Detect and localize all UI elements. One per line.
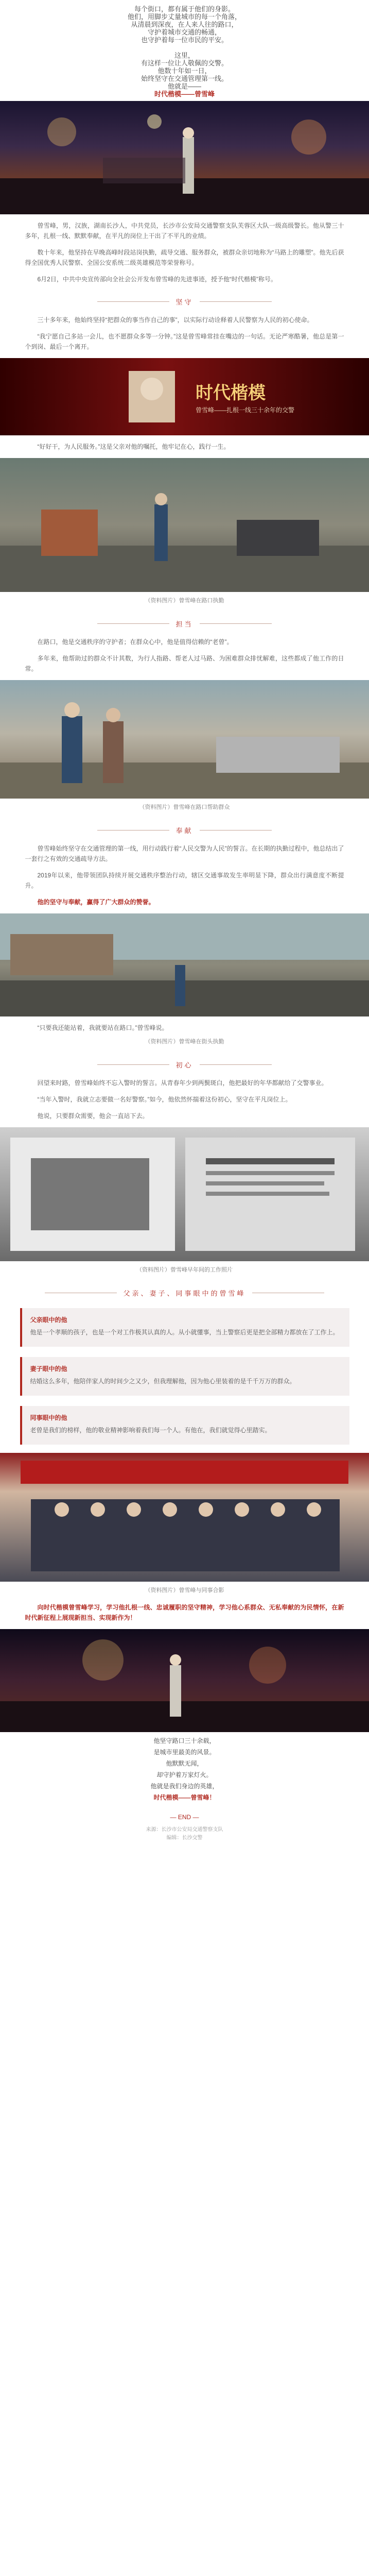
street-duty-illustration <box>0 458 369 592</box>
intro-paragraph: 数十年来，他坚持在早晚高峰时段站岗执勤，疏导交通、服务群众，被群众亲切地称为“马路上的雕塑”。他先后获得全国优秀人民警察、全国公安系统二级英雄模范等荣誉称号。 <box>25 249 344 266</box>
photo-caption: （资料图片）曾雪峰在路口执勤 <box>145 598 224 604</box>
photo-caption: （资料图片）曾雪峰在街头执勤 <box>145 1039 224 1045</box>
section-highlight: 他的坚守与奉献，赢得了广大群众的赞誉。 <box>37 899 155 906</box>
quote-card-wife: 妻子眼中的他 结婚这么多年，他陪伴家人的时间少之又少，但我理解他，因为他心里装着的是千千万万的群众。 <box>20 1357 349 1396</box>
section-paragraph: “我宁愿自己多站一会儿，也不愿群众多等一分钟。”这是曾雪峰常挂在嘴边的一句话。无论严寒酷暑，他总是第一个到岗、最后一个离开。 <box>25 333 344 350</box>
section-paragraph: 在路口，他是交通秩序的守护者；在群众心中，他是值得信赖的“老曾”。 <box>37 638 233 646</box>
section-title: 奉献 <box>0 825 369 835</box>
poem-line: 守护着城市交通的畅通， <box>147 28 221 36</box>
section-photo <box>0 458 369 592</box>
section-paragraph: 三十多年来，他始终坚持“把群众的事当作自己的事”，以实际行动诠释着人民警察为人民的初心使命。 <box>37 316 313 324</box>
hero-photo <box>0 101 369 214</box>
intersection-illustration <box>0 913 369 1016</box>
intro-paragraph: 曾雪峰，男，汉族，湖南长沙人，中共党员，长沙市公安局交通警察支队芙蓉区大队一级高级警长。他从警三十多年，扎根一线、默默奉献，在平凡的岗位上干出了不平凡的业绩。 <box>25 222 344 240</box>
section-title: 担当 <box>0 619 369 629</box>
poem-line: 是城市里最美的风景。 <box>153 1749 216 1756</box>
quote-card-father: 父亲眼中的他 他是一个孝顺的孩子，也是一个对工作极其认真的人。从小就懂事，当上警察后更是把全部精力都放在了工作上。 <box>20 1308 349 1347</box>
section-paragraph: “好好干，为人民服务。”这是父亲对他的嘱托，他牢记在心，践行一生。 <box>37 443 230 450</box>
poem-line: 每个街口，都有属于他们的身影。 <box>134 5 235 13</box>
section-paragraph: 多年来，他帮助过的群众不计其数，为行人指路、帮老人过马路、为困难群众排忧解难，这些都成了他工作的日常。 <box>25 655 344 672</box>
poem-line: 他们，用脚步丈量城市的每一个角落， <box>127 13 241 21</box>
poem-line: 也守护着每一位市民的平安。 <box>140 36 228 44</box>
section-photo <box>0 680 369 799</box>
section-photo <box>0 1127 369 1261</box>
award-banner <box>0 358 369 435</box>
section-paragraph: 回望来时路，曾雪峰始终不忘入警时的誓言。从青春年少到两鬓斑白，他把最好的年华都献给了交警事业。 <box>37 1079 328 1087</box>
final-night-illustration <box>0 1629 369 1732</box>
photo-caption: （资料图片）曾雪峰早年间的工作照片 <box>136 1267 233 1273</box>
award-subtitle: 曾雪峰——扎根一线三十余年的交警 <box>196 406 295 414</box>
photo-caption: （资料图片）曾雪峰在路口帮助群众 <box>139 804 230 810</box>
closing-paragraph: 向时代楷模曾雪峰学习，学习他扎根一线、忠诚履职的坚守精神，学习他心系群众、无私奉献的为民情怀，在新时代新征程上展现新担当、实现新作为！ <box>25 1604 344 1621</box>
poem-line: 这里， <box>174 52 195 59</box>
poem-line: 他数十年如一日， <box>157 67 212 75</box>
intro-poem <box>0 0 369 98</box>
poem-line: 有这样一位让人敬佩的交警。 <box>140 59 228 67</box>
end-divider: — END — <box>170 1814 199 1821</box>
photo-caption: （资料图片）曾雪峰与同事合影 <box>145 1587 224 1594</box>
section-paragraph: 曾雪峰始终坚守在交通管理的第一线，用行动践行着“人民交警为人民”的誓言。在长期的执勤过程中，他总结出了一套行之有效的交通疏导方法。 <box>25 845 344 862</box>
poem-line: 他就是—— <box>167 82 201 90</box>
section-title: 坚守 <box>0 297 369 307</box>
poem-line: 时代楷模——曾雪峰！ <box>153 1794 216 1801</box>
section-title: 初心 <box>0 1060 369 1070</box>
section-photo <box>0 913 369 1016</box>
closing-poem <box>0 1735 369 1803</box>
poem-line: 从清晨到深夜，在人来人往的路口， <box>131 21 238 28</box>
award-title: 时代楷模 <box>196 383 266 403</box>
quote-card-colleague: 同事眼中的他 老曾是我们的榜样，他的敬业精神影响着我们每一个人。有他在，我们就觉得心里踏实。 <box>20 1406 349 1445</box>
final-photo <box>0 1629 369 1732</box>
source-info: 来源：长沙市公安局交通警察支队 编辑：长沙交警 <box>146 1827 223 1841</box>
section-paragraph: “只要我还能站着，我就要站在路口。”曾雪峰说。 <box>37 1024 168 1031</box>
section-paragraph: “当年入警时，我就立志要做一名好警察。”如今，他依然怀揣着这份初心，坚守在平凡岗位上。 <box>37 1096 292 1103</box>
old-newspaper-illustration <box>0 1127 369 1261</box>
poem-line: 他坚守路口三十余载， <box>153 1737 216 1744</box>
poem-line: 却守护着万家灯火。 <box>156 1771 213 1778</box>
group-illustration <box>0 1453 369 1582</box>
group-photo <box>0 1453 369 1582</box>
award-illustration <box>0 358 369 435</box>
section-paragraph: 他说，只要群众需要，他会一直站下去。 <box>37 1112 149 1120</box>
poem-line: 他就是我们身边的英雄， <box>150 1783 219 1790</box>
poem-line: 他默默无闻， <box>166 1760 203 1767</box>
poem-signature: 时代楷模——曾雪峰 <box>154 90 215 98</box>
helping-people-illustration <box>0 680 369 799</box>
intro-paragraph: 6月2日，中共中央宣传部向全社会公开发布曾雪峰的先进事迹，授予他“时代楷模”称号。 <box>37 276 277 283</box>
section-paragraph: 2019年以来，他带领团队持续开展交通秩序整治行动，辖区交通事故发生率明显下降，群众出行满意度不断提升。 <box>25 872 344 889</box>
poem-line: 始终坚守在交通管理第一线。 <box>140 75 228 82</box>
section-title: 父亲、妻子、同事眼中的曾雪峰 <box>0 1288 369 1298</box>
night-street-illustration <box>0 101 369 214</box>
